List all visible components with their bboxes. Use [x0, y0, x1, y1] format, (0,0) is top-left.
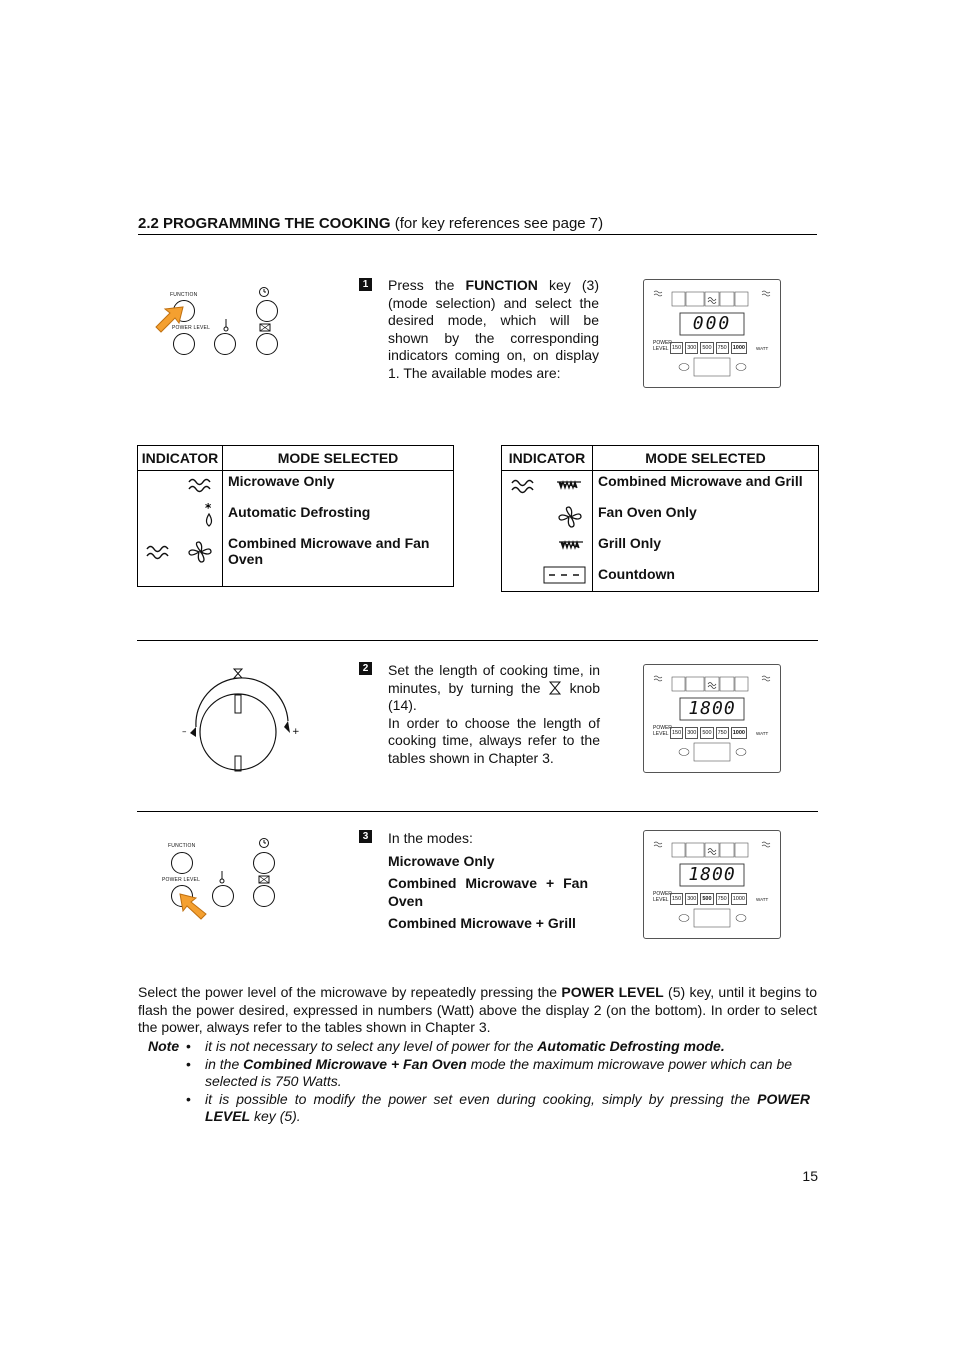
level-750: 750 [716, 727, 729, 739]
thermometer-icon [222, 318, 230, 332]
divider-1 [137, 640, 818, 641]
power-level-key-name: POWER LEVEL [561, 984, 664, 1000]
oven-button[interactable] [253, 885, 275, 907]
bullet: • [186, 1056, 191, 1072]
microwave-fan-icon [145, 539, 217, 565]
level-300: 300 [685, 893, 698, 905]
power-level-caption: POWER LEVEL [653, 340, 672, 352]
modes-table-left [137, 445, 454, 587]
power-level-caption: POWER LEVEL [653, 891, 672, 903]
oven-display-1 [643, 279, 781, 388]
mode-automatic-defrosting: Automatic Defrosting [223, 502, 454, 533]
defrost-icon [201, 502, 217, 528]
step-number-2: 2 [359, 662, 372, 675]
level-1000: 1000 [731, 342, 747, 354]
step2-text-b: knob (14). [388, 679, 601, 713]
step2-text-c: In order to choose the length of cooking time, always refer to the tables shown in Chapter 3. [388, 714, 600, 766]
level-1000: 1000 [731, 893, 747, 905]
microwave-icon [187, 475, 217, 495]
control-panel-illustration-2 [150, 834, 290, 919]
function-key-name: FUNCTION [465, 277, 538, 293]
level-150: 150 [670, 342, 683, 354]
temperature-button[interactable] [214, 333, 236, 355]
step3-mode-2: Combined Microwave + Fan Oven [388, 875, 588, 909]
countdown-icon [543, 566, 587, 586]
mode-fan-oven-only: Fan Oven Only [593, 502, 819, 533]
control-panel-illustration-1 [150, 283, 290, 363]
display-digits: 1800 [688, 864, 736, 885]
timer-icon [258, 286, 270, 298]
timer-button[interactable] [256, 300, 278, 322]
section-title-rest: (for key references see page 7) [394, 215, 604, 232]
microwave-grill-icon [507, 475, 587, 497]
temperature-button[interactable] [212, 885, 234, 907]
level-150: 150 [670, 727, 683, 739]
level-300: 300 [685, 342, 698, 354]
step1-text-a: Press the [388, 277, 466, 293]
modes-table-right [501, 445, 819, 592]
mode-combined-microwave-grill: Combined Microwave and Grill [593, 471, 819, 503]
mode-combined-microwave-fan: Combined Microwave and Fan Oven [223, 533, 454, 587]
step1-text [388, 277, 599, 382]
power-level-label: POWER LEVEL [172, 325, 211, 331]
indicator-header: INDICATOR [502, 446, 593, 471]
display-digits: 1800 [688, 698, 736, 719]
power-level-label: POWER LEVEL [162, 877, 201, 883]
thermometer-icon [218, 870, 226, 884]
mode-grill-only: Grill Only [593, 533, 819, 564]
level-750: 750 [716, 342, 729, 354]
step2-text-a: Set the length of cooking time, in minutes, by turning the [388, 662, 600, 696]
step-number-3: 3 [359, 830, 372, 843]
indicator-header: INDICATOR [138, 446, 223, 471]
plus-sign: + [292, 727, 300, 737]
step3-mode-3: Combined Microwave + Grill [388, 915, 576, 931]
fan-icon [557, 504, 587, 530]
pointing-arrow-icon [178, 892, 210, 920]
time-knob-illustration [176, 665, 304, 777]
grill-icon [557, 539, 587, 559]
page-number: 15 [802, 1168, 818, 1184]
display-digits: 000 [692, 313, 732, 334]
pointing-arrow-icon [153, 305, 185, 335]
minus-sign: – [182, 727, 187, 737]
level-500: 500 [700, 893, 713, 905]
power-levels-row [670, 342, 747, 354]
mode-microwave-only: Microwave Only [223, 471, 454, 503]
watt-label: WATT [756, 731, 769, 736]
function-label: FUNCTION [168, 843, 196, 849]
level-150: 150 [670, 893, 683, 905]
oven-icon [259, 323, 271, 332]
svg-text:*: * [205, 502, 212, 515]
divider-2 [137, 811, 818, 812]
level-1000: 1000 [731, 727, 747, 739]
oven-display-3 [643, 830, 781, 939]
level-500: 500 [700, 727, 713, 739]
oven-icon [258, 875, 270, 884]
power-level-caption: POWER LEVEL [653, 725, 672, 737]
step1-text-b: key (3) (mode selection) and select the desired mode, which will be shown by the corresponding indicators coming on, on display 1. The available modes are: [388, 277, 599, 381]
step2-text [388, 662, 600, 767]
timer-icon [258, 837, 270, 849]
function-label: FUNCTION [170, 292, 198, 298]
power-level-paragraph: Select the power level of the microwave by repeatedly pressing the POWER LEVEL (5) key, until it begins to flash the power desired, expressed in numbers (Watt) above the display 2 (on the bottom). In order to select the power, always refer to the tables shown in Chapter 3. [138, 984, 817, 1035]
step3-intro: In the modes: [388, 830, 473, 846]
bullet: • [186, 1091, 191, 1107]
note-label: Note [148, 1038, 180, 1054]
notes-block [148, 1038, 810, 1125]
timer-button[interactable] [253, 852, 275, 874]
bullet: • [186, 1038, 191, 1054]
step3-text [388, 830, 600, 933]
watt-label: WATT [756, 346, 769, 351]
mode-header: MODE SELECTED [223, 446, 454, 471]
power-level-button[interactable] [173, 333, 195, 355]
step3-mode-1: Microwave Only [388, 852, 495, 869]
mode-header: MODE SELECTED [593, 446, 819, 471]
section-title-bold: 2.2 PROGRAMMING THE COOKING [138, 215, 391, 232]
function-button[interactable] [171, 852, 193, 874]
watt-label: WATT [756, 897, 769, 902]
mode-countdown: Countdown [593, 564, 819, 592]
section-title [138, 215, 817, 235]
power-levels-row [670, 727, 747, 739]
level-750: 750 [716, 893, 729, 905]
power-levels-row [670, 893, 747, 905]
oven-button[interactable] [256, 333, 278, 355]
oven-display-2 [643, 664, 781, 773]
step-number-1: 1 [359, 278, 372, 291]
hourglass-icon [548, 681, 562, 695]
note-2: • in the Combined Microwave + Fan Oven mode the maximum microwave power which can be selected is 750 Watts. [186, 1056, 793, 1089]
note-1: Note • it is not necessary to select any level of power for the Automatic Defrosting mode. [148, 1038, 725, 1054]
level-500: 500 [700, 342, 713, 354]
level-300: 300 [685, 727, 698, 739]
note-3: • it is possible to modify the power set even during cooking, simply by pressing the POWER LEVEL key (5). [186, 1091, 810, 1124]
